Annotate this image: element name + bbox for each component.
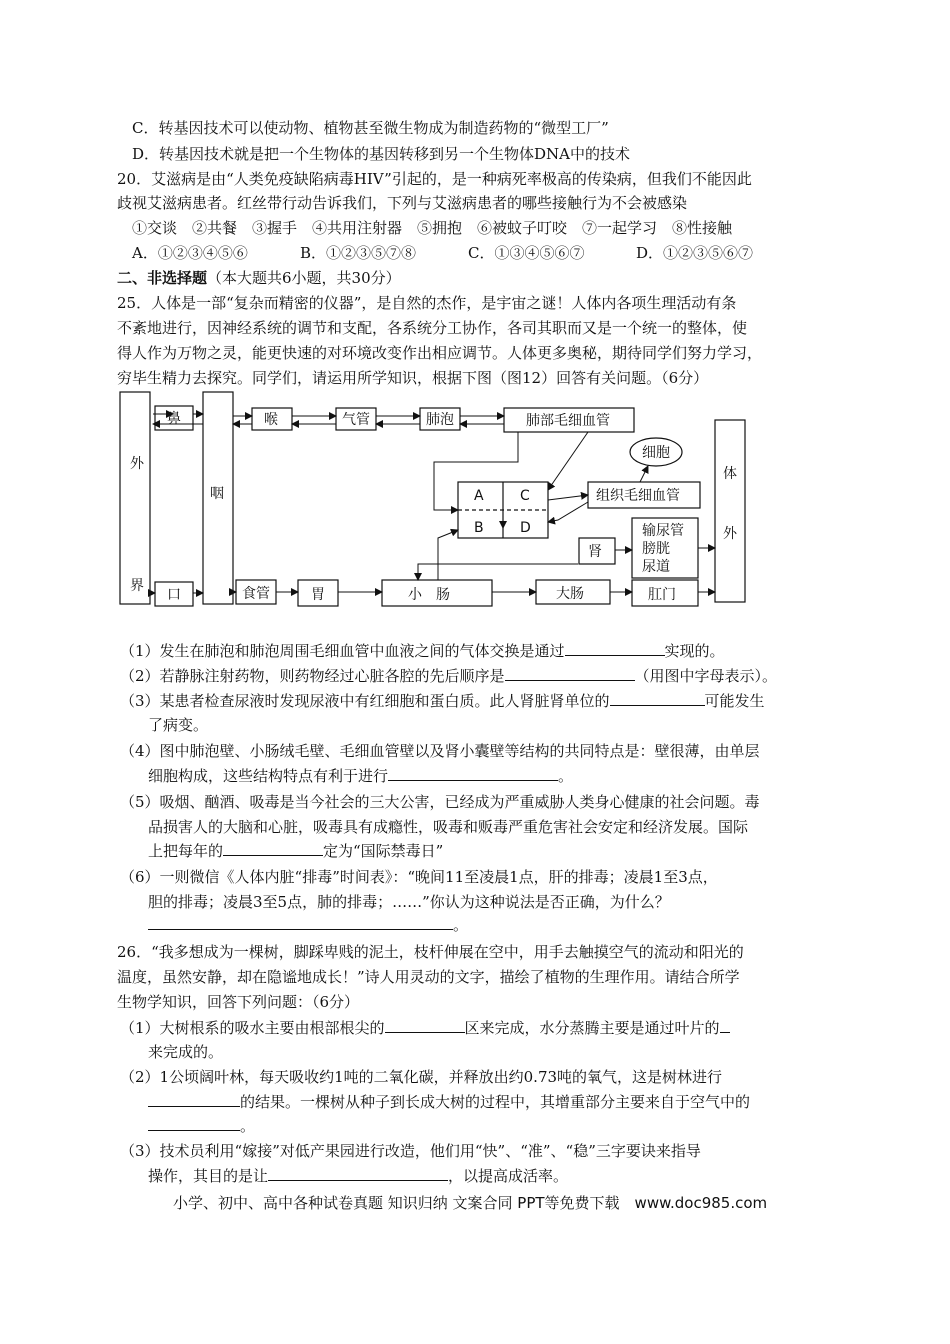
- trachea-label: 气管: [342, 412, 370, 428]
- q25-sub2: [120, 665, 777, 687]
- q25-sub3: [120, 690, 765, 712]
- q26-sub1-text: （1）大树根系的吸水主要由根部根尖的: [120, 1019, 385, 1037]
- outside-left-top-label: 外: [130, 456, 144, 472]
- esophagus-label: 食管: [242, 586, 270, 602]
- q25-sub5-suffix: 定为“国际禁毒日”: [323, 842, 444, 860]
- outside-left-bottom-label: 界: [130, 578, 144, 594]
- q26-sub3-text: 操作，其目的是让: [148, 1167, 269, 1185]
- q25-sub3-text: （3）某患者检查尿液时发现尿液中有红细胞和蛋白质。此人肾脏肾单位的: [120, 692, 610, 710]
- q26-sub1-answer-blank-1[interactable]: [385, 1017, 465, 1033]
- stomach-label: 胃: [311, 587, 325, 603]
- small-intestine-label: 小 肠: [408, 587, 450, 603]
- q19-option-c: C．转基因技术可以使动物、植物甚至微生物成为制造药物的“微型工厂”: [132, 119, 609, 137]
- q26-sub1-cont: 来完成的。: [148, 1043, 224, 1061]
- q26-sub2-text: 的结果。一棵树从种子到长成大树的过程中，其增重部分主要来自于空气中的: [240, 1093, 751, 1111]
- q26-sub3-line1: （3）技术员利用“嫁接”对低产果园进行改造，他们用“快”、“准”、“稳”三字要诀来指导: [120, 1142, 701, 1160]
- q25-sub6-line1: （6）一则微信《人体内脏“排毒”时间表》：“晚间11至凌晨1点，肝的排毒；凌晨1至3点，: [120, 868, 718, 886]
- q25-sub4-text: 细胞构成，这些结构特点有利于进行: [148, 767, 389, 785]
- q25-sub1: [120, 640, 725, 662]
- q25-sub5-answer-blank[interactable]: [223, 840, 323, 856]
- mouth-label: 口: [167, 587, 181, 603]
- q25-sub4-answer-blank[interactable]: [388, 765, 558, 781]
- q26-stem-line3: 生物学知识，回答下列问题：（6分）: [117, 993, 360, 1011]
- q26-sub2-answer-blank-1[interactable]: [148, 1091, 240, 1107]
- q25-sub4-suffix: 。: [558, 767, 574, 785]
- q25-sub6-suffix: 。: [453, 916, 469, 934]
- anus-label: 肛门: [648, 587, 676, 603]
- q25-stem-line3: 得人作为万物之灵，能更快速的对环境改变作出相应调节。人体更多奥秘，期待同学们努力学习，: [117, 344, 763, 362]
- cell-label: 细胞: [642, 445, 670, 461]
- q26-sub2-line3: [148, 1115, 255, 1137]
- q26-sub3-line2: [148, 1165, 568, 1187]
- chamber-a-label: A: [474, 488, 484, 504]
- q25-sub3-answer-blank[interactable]: [610, 690, 705, 706]
- q25-sub5-line2: 品损害人的大脑和心脏，吸毒具有成瘾性，吸毒和贩毒严重危害社会安定和经济发展。国际: [148, 818, 749, 836]
- outside-left-box: [120, 392, 150, 604]
- large-intestine-label: 大肠: [556, 586, 584, 602]
- q26-stem-line1: 26．“我多想成为一棵树，脚踩卑贱的泥土，枝杆伸展在空中，用手去触摸空气的流动和阳光的: [117, 943, 744, 961]
- page-footer: 小学、初中、高中各种试卷真题 知识归纳 文案合同 PPT等免费下载 www.doc985.com: [173, 1194, 768, 1212]
- q25-sub6-line3: [148, 914, 468, 936]
- q25-sub1-text: （1）发生在肺泡和肺泡周围毛细血管中血液之间的气体交换是通过: [120, 642, 565, 660]
- chamber-d-label: D: [520, 520, 531, 536]
- q25-sub6-answer-blank[interactable]: [148, 914, 453, 930]
- q26-sub2-line2: [148, 1091, 750, 1113]
- q25-sub5-line3: [148, 840, 443, 862]
- section-title: 二、非选择题: [117, 269, 208, 287]
- q20-stem-line1: 20．艾滋病是由“人类免疫缺陷病毒HIV”引起的，是一种病死率极高的传染病，但我们不能因此: [117, 170, 752, 188]
- q26-sub3-answer-blank[interactable]: [268, 1165, 448, 1181]
- q25-sub3-cont: 了病变。: [148, 716, 209, 734]
- section-note: （本大题共6小题，共30分）: [207, 269, 401, 287]
- q25-sub1-suffix: 实现的。: [664, 642, 725, 660]
- q25-sub2-answer-blank[interactable]: [505, 665, 635, 681]
- q25-sub4-line1: （4）图中肺泡壁、小肠绒毛壁、毛细血管壁以及肾小囊壁等结构的共同特点是：壁很薄，由单层: [120, 742, 760, 760]
- q26-sub3-suffix: ，以提高成活率。: [448, 1167, 569, 1185]
- q25-sub2-suffix: （用图中字母表示）。: [634, 667, 778, 685]
- ureter-label: 输尿管: [642, 523, 684, 539]
- q25-sub2-text: （2）若静脉注射药物，则药物经过心脏各腔的先后顺序是: [120, 667, 505, 685]
- q25-sub6-line2: 胆的排毒；凌晨3至5点，肺的排毒；……”你认为这种说法是否正确，为什么？: [148, 893, 670, 911]
- q19-option-d: D．转基因技术就是把一个生物体的基因转移到另一个生物体DNA中的技术: [132, 145, 631, 163]
- kidney-label: 肾: [588, 544, 602, 560]
- outside-right-bottom-label: 外: [723, 526, 737, 542]
- q25-sub5-line1: （5）吸烟、酗酒、吸毒是当今社会的三大公害，已经成为严重威胁人类身心健康的社会问题。毒: [120, 793, 760, 811]
- body-systems-diagram: [118, 390, 752, 620]
- q20-stem-line2: 歧视艾滋病患者。红丝带行动告诉我们，下列与艾滋病患者的哪些接触行为不会被感染: [117, 194, 688, 212]
- q20-option-b: B．①②③⑤⑦⑧: [300, 244, 417, 262]
- lung-capillary-label: 肺部毛细血管: [526, 413, 610, 429]
- q26-sub1-mid: 区来完成，水分蒸腾主要是通过叶片的: [464, 1019, 720, 1037]
- q26-sub1: [120, 1017, 730, 1039]
- outside-right-box: [715, 420, 745, 602]
- q25-sub3-suffix: 可能发生: [704, 692, 765, 710]
- q20-option-d: D．①②③⑤⑥⑦: [636, 244, 754, 262]
- q25-stem-line4: 穷毕生精力去探究。同学们，请运用所学知识，根据下图（图12）回答有关问题。（6分）: [117, 369, 709, 387]
- outside-right-top-label: 体: [723, 466, 737, 482]
- q25-stem-line1: 25．人体是一部“复杂而精密的仪器”，是自然的杰作，是宇宙之谜！人体内各项生理活动有条: [117, 294, 737, 312]
- q25-sub5-text: 上把每年的: [148, 842, 224, 860]
- chamber-c-label: C: [520, 488, 530, 504]
- larynx-label: 喉: [264, 412, 278, 428]
- pharynx-label: 咽: [210, 486, 224, 502]
- q25-sub1-answer-blank[interactable]: [565, 640, 665, 656]
- q26-stem-line2: 温度，虽然安静，却在隐谧地成长！”诗人用灵动的文字，描绘了植物的生理作用。请结合所学: [117, 968, 740, 986]
- q20-option-c: C．①③④⑤⑥⑦: [468, 244, 585, 262]
- q20-option-a: A．①②③④⑤⑥: [132, 244, 248, 262]
- q25-stem-line2: 不紊地进行，因神经系统的调节和支配，各系统分工协作，各司其职而又是一个统一的整体，使: [117, 319, 748, 337]
- chamber-b-label: B: [474, 520, 484, 536]
- bladder-label: 膀胱: [642, 541, 670, 557]
- urethra-label: 尿道: [642, 559, 670, 575]
- q26-sub2-suffix: 。: [240, 1117, 256, 1135]
- nose-label: 鼻: [167, 411, 181, 427]
- q26-sub2-line1: （2）1公顷阔叶林，每天吸收约1吨的二氧化碳，并释放出约0.73吨的氧气，这是树林进行: [120, 1068, 723, 1086]
- q25-sub4-line2: [148, 765, 573, 787]
- q26-sub2-answer-blank-2[interactable]: [148, 1115, 240, 1131]
- tissue-capillary-label: 组织毛细血管: [596, 488, 680, 504]
- q26-sub1-answer-blank-2[interactable]: [720, 1017, 730, 1033]
- alveoli-label: 肺泡: [426, 412, 454, 428]
- q20-items: ①交谈 ②共餐 ③握手 ④共用注射器 ⑤拥抱 ⑥被蚊子叮咬 ⑦一起学习 ⑧性接触: [132, 219, 733, 237]
- section-heading: [117, 267, 401, 289]
